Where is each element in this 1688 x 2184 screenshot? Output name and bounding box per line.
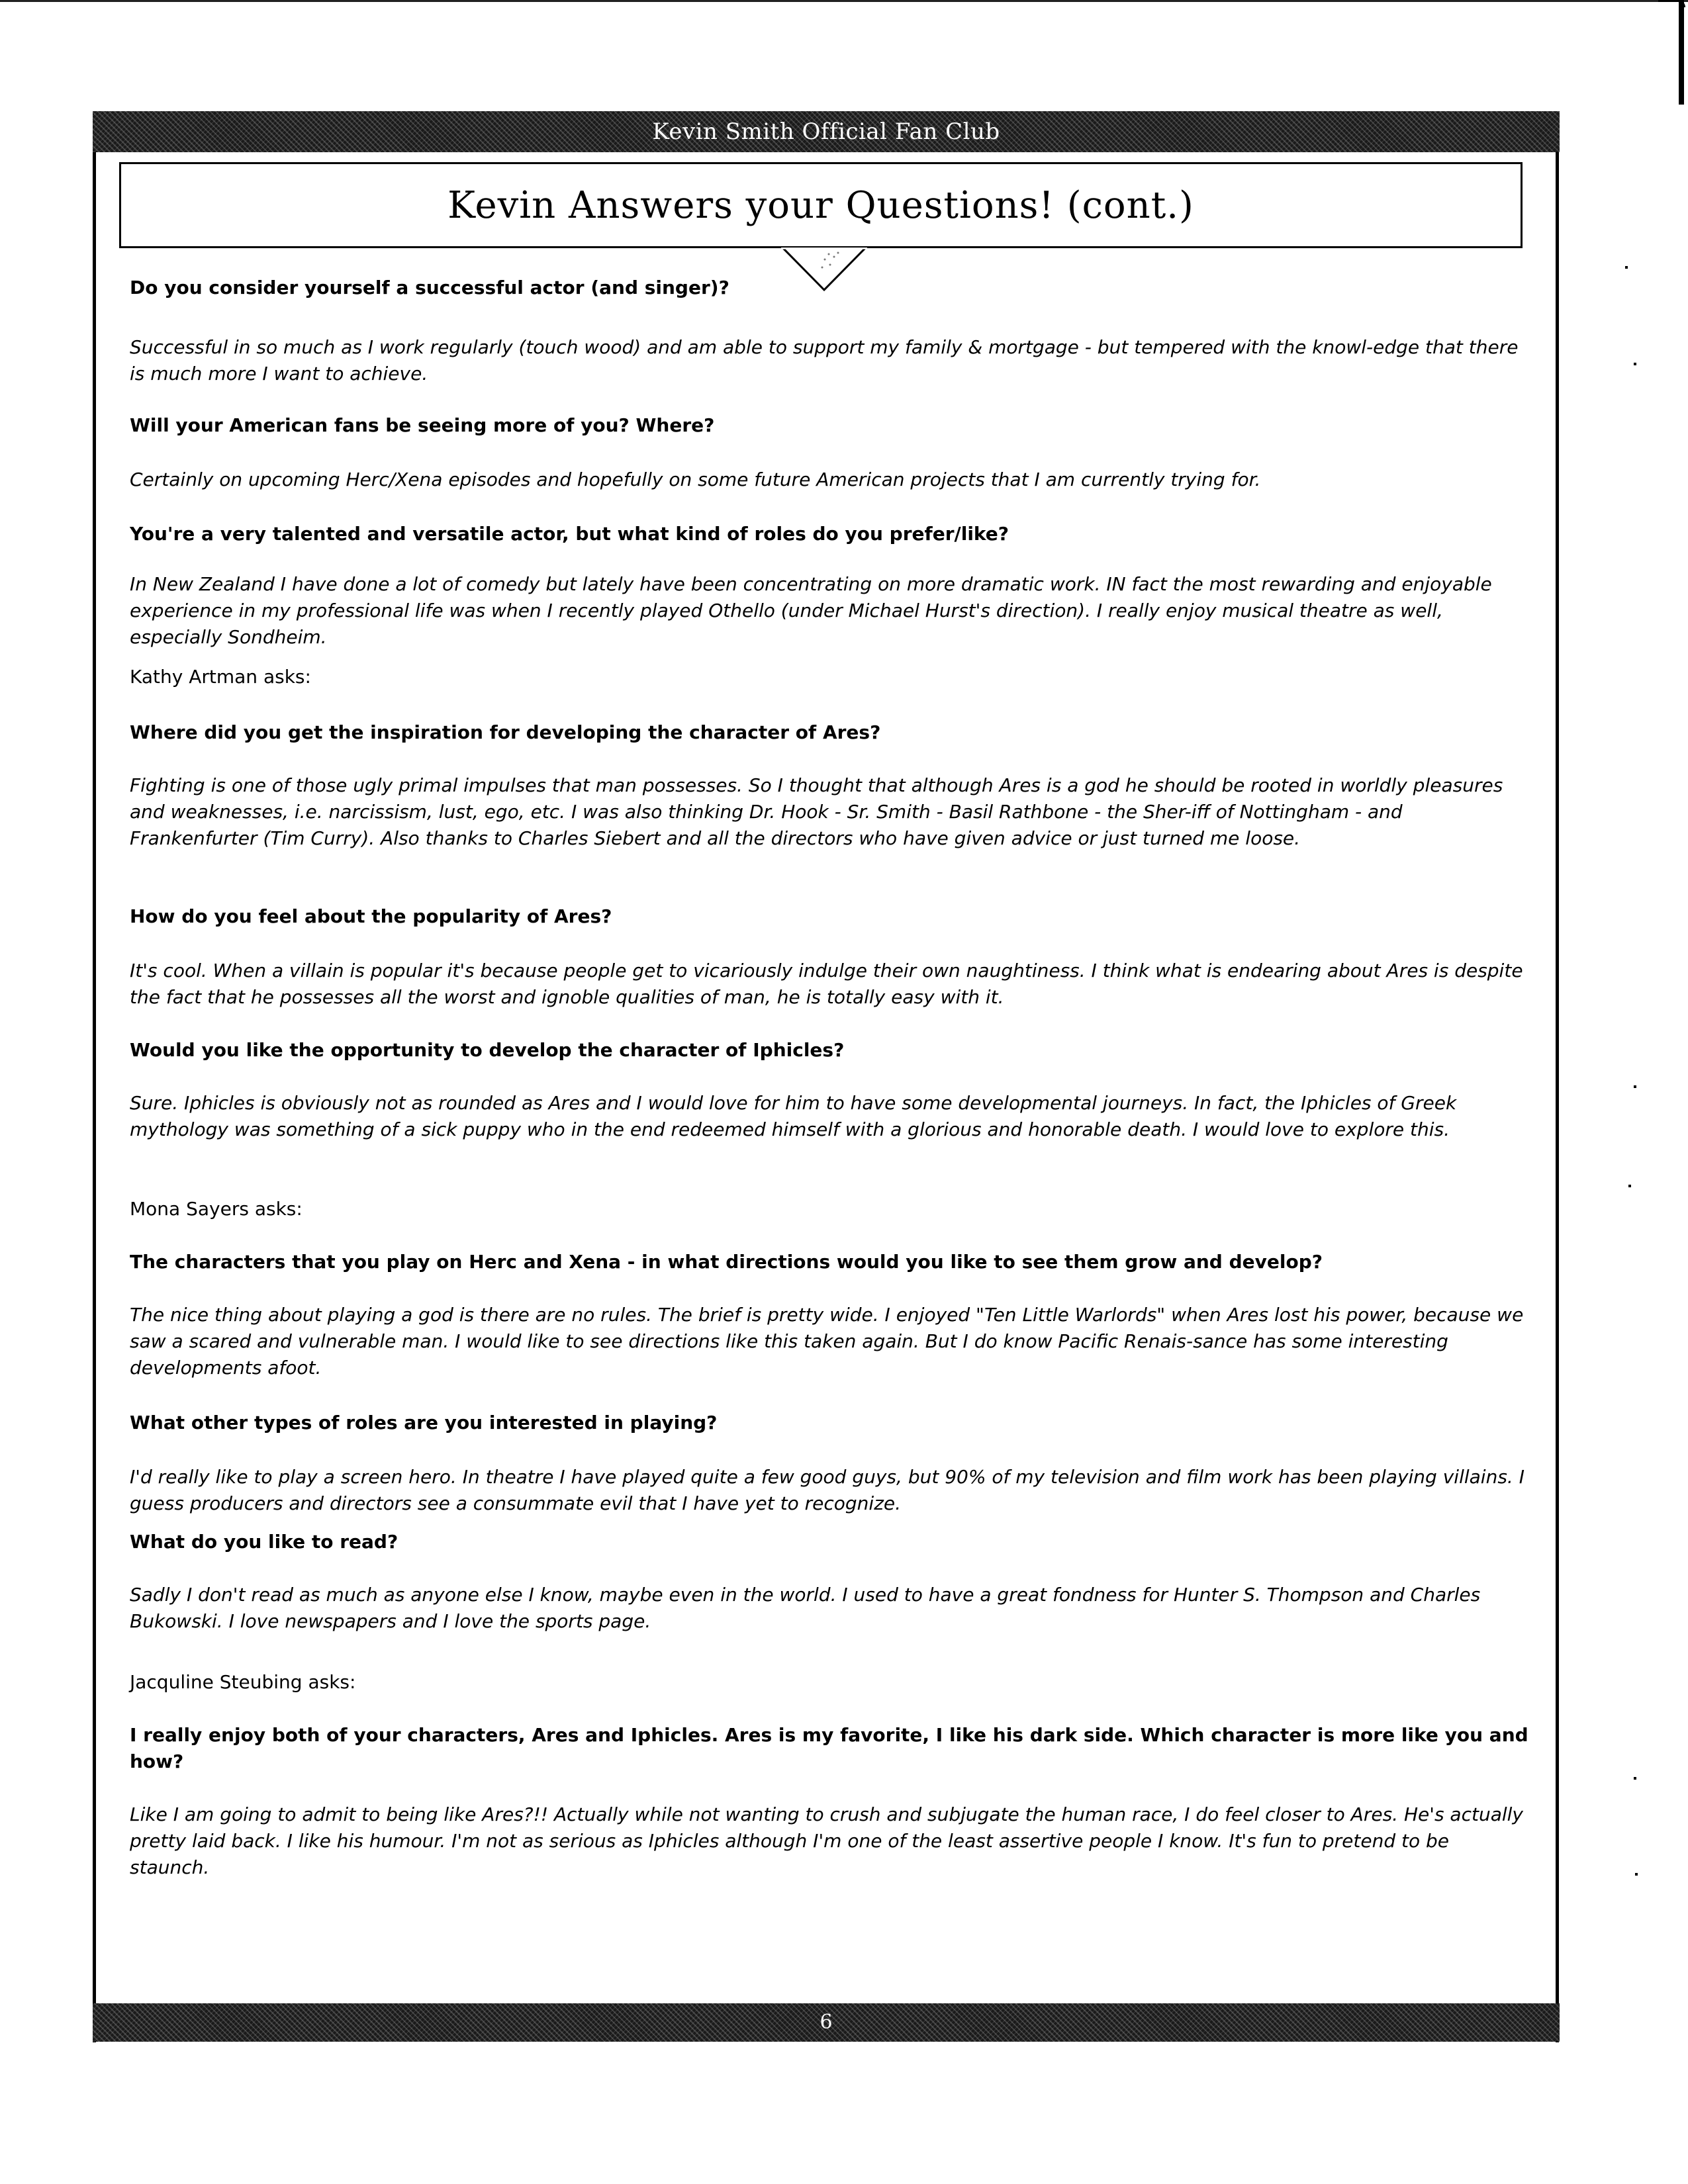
- answer-text: It's cool. When a villain is popular it's because people get to vicariously indulge their own naughtiness. I think what is endearing about Ares is despite the fact that he possesses all the worst and ignoble qualities of man, he is totally easy with it.: [130, 960, 1523, 1008]
- answer-text: Sadly I don't read as much as anyone else I know, maybe even in the world. I used to have a great fondness for Hunter S. Thompson and Charles Bukowski. I love newspapers and I love the sports page.: [130, 1584, 1481, 1632]
- scan-speck: [1634, 1085, 1636, 1088]
- answer-text: Like I am going to admit to being like Ares?!! Actually while not wanting to crush and subjugate the human race, I do feel closer to Ares. He's actually pretty laid back. I like his humour. I'm not as serious as Iphicles although I'm one of the least assertive people I know. It's fun to pretend to be staunch.: [130, 1803, 1523, 1878]
- scan-speck: [1625, 266, 1628, 269]
- header-band: [93, 111, 1560, 152]
- scan-speck: [1634, 1777, 1636, 1780]
- answer-text: I'd really like to play a screen hero. In theatre I have played quite a few good guys, but 90% of my television and film work has been playing villains. I guess producers and directors see a consummate evil that I have yet to recognize.: [130, 1466, 1524, 1514]
- answer-text: Certainly on upcoming Herc/Xena episodes and hopefully on some future American projects that I am currently trying for.: [130, 469, 1261, 490]
- answer-text: Sure. Iphicles is obviously not as rounded as Ares and I would love for him to have some developmental journeys. In fact, the Iphicles of Greek mythology was something of a sick puppy who in the end redeemed himself with a glorious and honorable death. I would love to explore this.: [130, 1092, 1457, 1140]
- answer-text: In New Zealand I have done a lot of comedy but lately have been concentrating on more dramatic work. IN fact the most rewarding and enjoyable experience in my professional life was when I recently played Othello (under Michael Hurst's direction). I really enjoy musical theatre as well, especially Sondheim.: [130, 573, 1492, 648]
- scan-edge-mark: [1679, 0, 1684, 105]
- question-text: I really enjoy both of your characters, Ares and Iphicles. Ares is my favorite, I like his dark side. Which character is more like you and how?: [130, 1724, 1528, 1772]
- question-text: What do you like to read?: [130, 1531, 399, 1553]
- page-number: 6: [820, 2011, 833, 2034]
- scan-speck: [1634, 363, 1636, 365]
- question-text: Do you consider yourself a successful actor (and singer)?: [130, 277, 729, 298]
- page-title: Kevin Answers your Questions! (cont.): [447, 183, 1194, 227]
- asker-name: Jacquline Steubing asks:: [130, 1671, 356, 1693]
- scan-speck: [1635, 1873, 1638, 1876]
- page-top-edge: [0, 0, 1688, 2]
- footer-band: [93, 2003, 1560, 2042]
- question-text: You're a very talented and versatile actor, but what kind of roles do you prefer/like?: [130, 523, 1009, 545]
- answer-text: Successful in so much as I work regularly (touch wood) and am able to support my family & mortgage - but tempered with the knowl-edge that there is much more I want to achieve.: [130, 336, 1519, 385]
- question-text: Will your American fans be seeing more of you? Where?: [130, 414, 715, 436]
- question-text: Would you like the opportunity to develop the character of Iphicles?: [130, 1039, 845, 1061]
- page-title-box: [119, 162, 1523, 248]
- question-text: How do you feel about the popularity of Ares?: [130, 905, 612, 927]
- newsletter-title: Kevin Smith Official Fan Club: [652, 118, 1000, 145]
- question-text: What other types of roles are you interested in playing?: [130, 1412, 718, 1433]
- question-text: Where did you get the inspiration for developing the character of Ares?: [130, 721, 881, 743]
- asker-name: Kathy Artman asks:: [130, 666, 311, 688]
- scan-speck: [1628, 1185, 1631, 1187]
- asker-name: Mona Sayers asks:: [130, 1198, 303, 1220]
- question-text: The characters that you play on Herc and Xena - in what directions would you like to see them grow and develop?: [130, 1251, 1323, 1273]
- answer-text: Fighting is one of those ugly primal impulses that man possesses. So I thought that although Ares is a god he should be rooted in worldly pleasures and weaknesses, i.e. narcissism, lust, ego, etc. I was also thinking Dr. Hook - Sr. Smith - Basil Rathbone - the Sher-iff of Nottingham - and Frankenfurter (Tim Curry). Also thanks to Charles Siebert and all the directors who have given advice or just turned me loose.: [130, 774, 1503, 849]
- answer-text: The nice thing about playing a god is there are no rules. The brief is pretty wide. I enjoyed "Ten Little Warlords" when Ares lost his power, because we saw a scared and vulnerable man. I would like to see directions like this taken again. But I do know Pacific Renais-sance has some interesting developments afoot.: [130, 1304, 1524, 1379]
